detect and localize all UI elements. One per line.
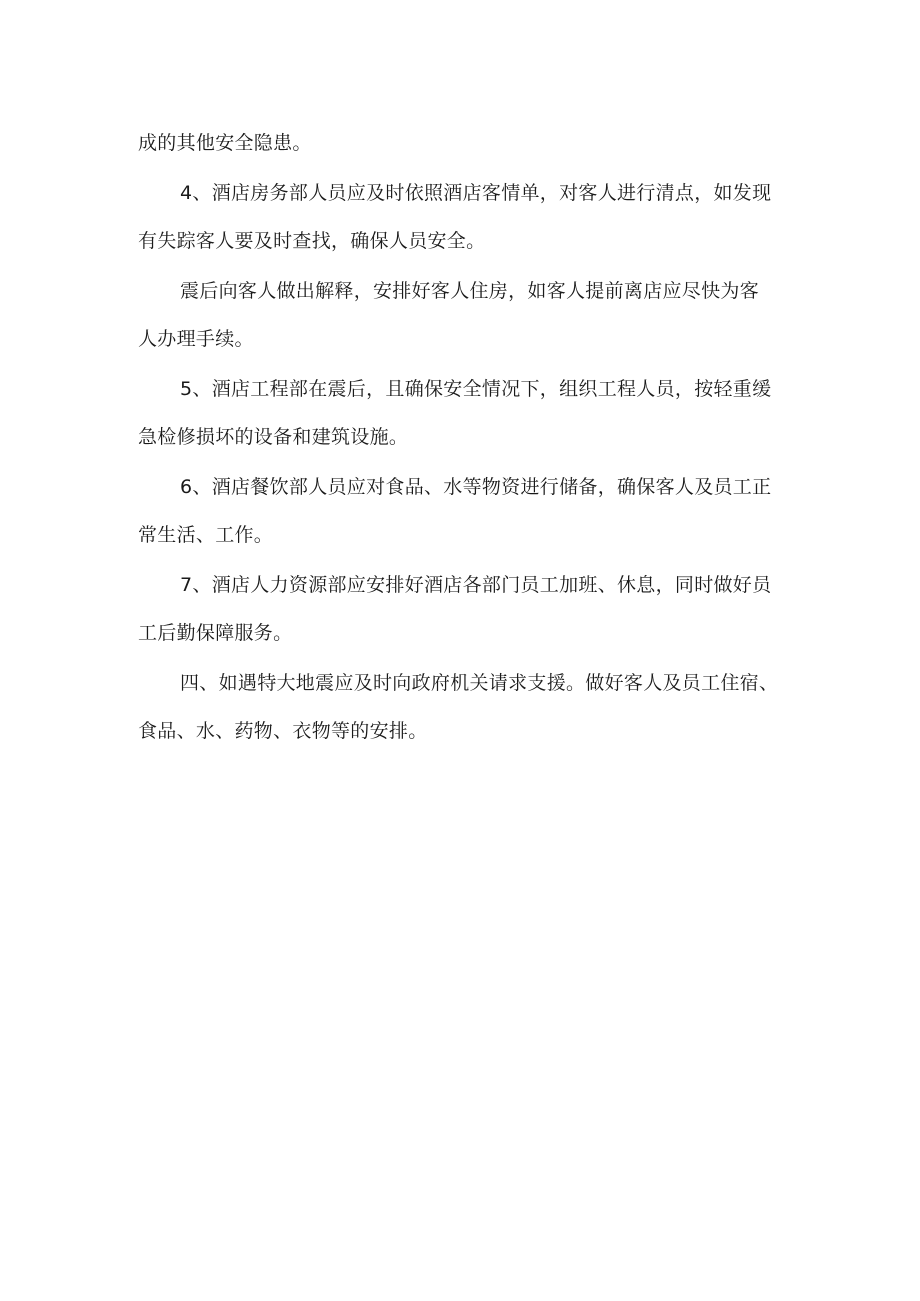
paragraph-continuation <box>138 119 800 167</box>
text-line: 有失踪客人要及时查找，确保人员安全。 <box>138 230 486 252</box>
text-line: 震后向客人做出解释，安排好客人住房，如客人提前离店应尽快为客 <box>180 280 760 302</box>
paragraph-item-5 <box>138 365 800 461</box>
document-body <box>138 119 800 755</box>
text-line: 常生活、工作。 <box>138 524 274 546</box>
text-line: 成的其他安全隐患。 <box>138 132 312 154</box>
paragraph-after-quake <box>138 267 800 363</box>
text-line: 4、酒店房务部人员应及时依照酒店客情单，对客人进行清点，如发现 <box>180 182 772 204</box>
text-line: 6、酒店餐饮部人员应对食品、水等物资进行储备，确保客人及员工正 <box>180 476 772 498</box>
text-line: 人办理手续。 <box>138 328 254 350</box>
text-line: 四、如遇特大地震应及时向政府机关请求支援。做好客人及员工住宿、 <box>180 672 779 694</box>
text-line: 食品、水、药物、衣物等的安排。 <box>138 720 428 742</box>
paragraph-item-4 <box>138 169 800 265</box>
paragraph-item-6 <box>138 463 800 559</box>
text-line: 7、酒店人力资源部应安排好酒店各部门员工加班、休息，同时做好员 <box>180 574 772 596</box>
text-line: 5、酒店工程部在震后，且确保安全情况下，组织工程人员，按轻重缓 <box>180 378 772 400</box>
paragraph-section-4 <box>138 659 800 755</box>
text-line: 急检修损坏的设备和建筑设施。 <box>138 426 409 448</box>
paragraph-item-7 <box>138 561 800 657</box>
text-line: 工后勤保障服务。 <box>138 622 293 644</box>
